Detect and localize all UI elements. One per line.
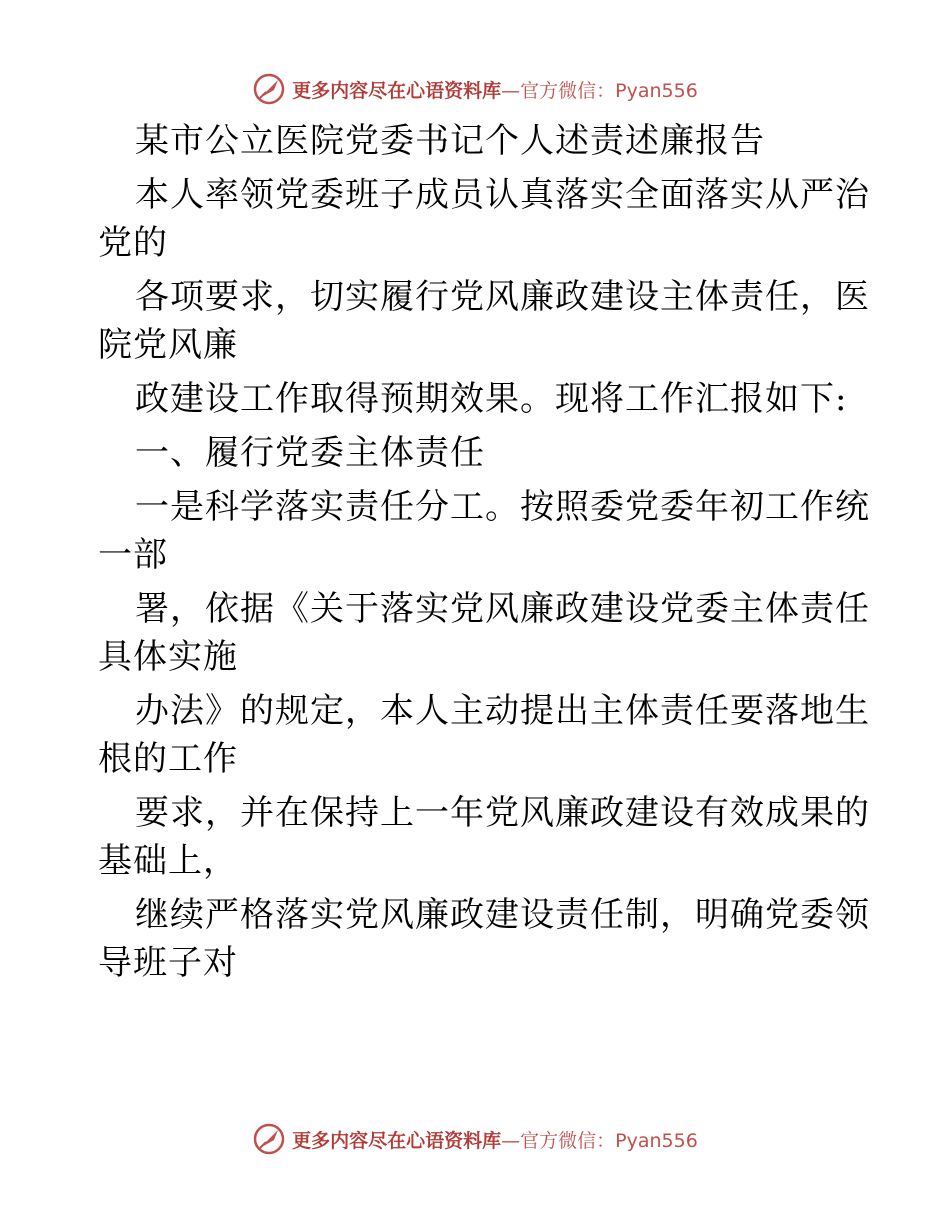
- footer-wechat-text: 官方微信：Pyan556: [520, 1129, 698, 1152]
- footer-separator: —: [501, 1129, 521, 1152]
- document-title: 某市公立医院党委书记个人述责述廉报告: [135, 121, 765, 161]
- paragraph-line-continued: 具体实施: [98, 637, 238, 677]
- paragraph-line-continued: 一部: [98, 535, 168, 575]
- paragraph-line: 政建设工作取得预期效果。现将工作汇报如下:: [135, 379, 848, 419]
- paragraph-line-continued: 院党风廉: [98, 325, 238, 365]
- footer-banner: [0, 1122, 950, 1156]
- paragraph-line: 本人率领党委班子成员认真落实全面落实从严治: [135, 175, 870, 215]
- header-banner: [0, 72, 950, 106]
- header-separator: —: [501, 79, 521, 102]
- paragraph-line: 要求，并在保持上一年党风廉政建设有效成果的: [135, 793, 870, 833]
- paragraph-line-continued: 基础上，: [98, 841, 238, 881]
- paragraph-line-continued: 党的: [98, 223, 168, 263]
- paragraph-line-continued: 导班子对: [98, 943, 238, 983]
- paragraph-line: 署，依据《关于落实党风廉政建设党委主体责任: [135, 589, 870, 629]
- footer-site-text: 更多内容尽在心语资料库: [292, 1129, 502, 1152]
- header-wechat-text: 官方微信：Pyan556: [520, 79, 698, 102]
- paragraph-line: 一是科学落实责任分工。按照委党委年初工作统: [135, 487, 870, 527]
- quill-logo-icon: [252, 1122, 286, 1156]
- paragraph-line: 继续严格落实党风廉政建设责任制，明确党委领: [135, 895, 870, 935]
- paragraph-line: 各项要求，切实履行党风廉政建设主体责任，医: [135, 277, 870, 317]
- section-heading: 一、履行党委主体责任: [135, 433, 485, 473]
- paragraph-line-continued: 根的工作: [98, 739, 238, 779]
- document-body: [98, 121, 870, 998]
- footer-banner-text: [292, 1126, 698, 1153]
- paragraph-line: 办法》的规定，本人主动提出主体责任要落地生: [135, 691, 870, 731]
- header-banner-text: [292, 76, 698, 103]
- header-site-text: 更多内容尽在心语资料库: [292, 79, 502, 102]
- quill-logo-icon: [252, 72, 286, 106]
